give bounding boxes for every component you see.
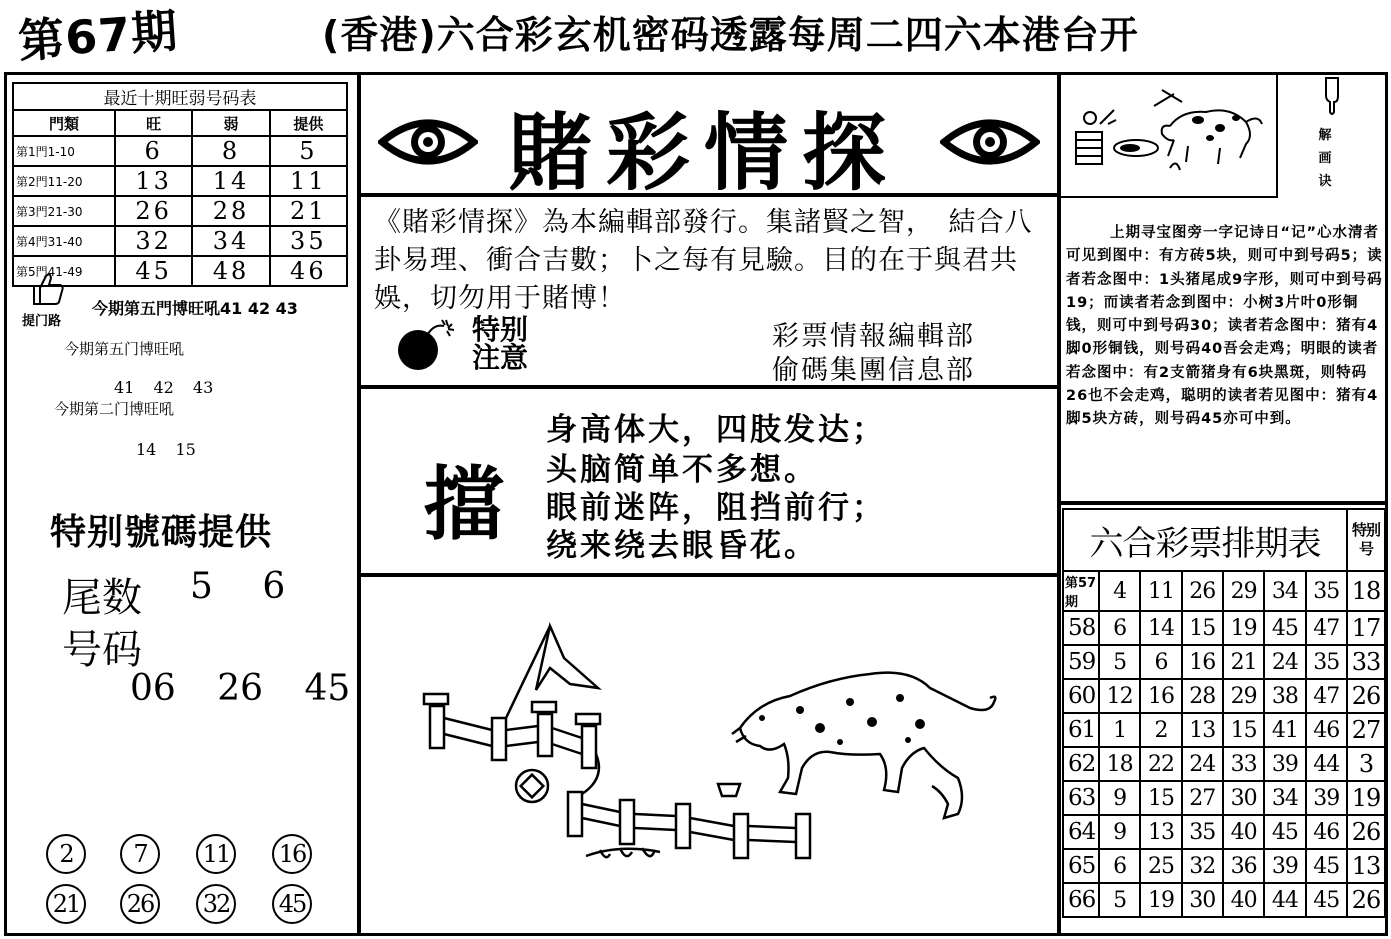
- cell-offer: 5: [270, 136, 347, 166]
- schedule-number: 41: [1264, 713, 1305, 747]
- schedule-number: 15: [1182, 611, 1223, 645]
- gate5-tip-main: 今期第五門博旺吼41 42 43: [92, 299, 298, 318]
- schedule-special-number: 3: [1347, 747, 1385, 781]
- schedule-number: 5: [1099, 645, 1140, 679]
- strong-weak-table: [12, 82, 348, 287]
- thumbs-up-icon: [26, 270, 66, 306]
- schedule-period: 61: [1063, 713, 1099, 747]
- department-name: 偷碼集團信息部: [772, 355, 975, 386]
- schedule-special-number: 13: [1347, 849, 1385, 883]
- schedule-number: 44: [1264, 883, 1305, 917]
- cell-strong: 6: [115, 136, 192, 166]
- schedule-period: 64: [1063, 815, 1099, 849]
- circled-number: 26: [120, 884, 160, 924]
- tail-number-label: 尾数: [62, 575, 142, 621]
- schedule-number: 5: [1099, 883, 1140, 917]
- schedule-number: 30: [1223, 781, 1264, 815]
- poem-line: 头脑简单不多想。: [546, 452, 818, 488]
- cell-weak: 14: [192, 166, 269, 196]
- schedule-row: [1063, 849, 1385, 883]
- schedule-special-number: 33: [1347, 645, 1385, 679]
- schedule-number: 40: [1223, 883, 1264, 917]
- poem-line: 眼前迷阵，阻挡前行；: [546, 490, 886, 526]
- schedule-number: 11: [1140, 571, 1181, 611]
- schedule-special-number: 26: [1347, 679, 1385, 713]
- schedule-special-number: 17: [1347, 611, 1385, 645]
- schedule-number: 6: [1140, 645, 1181, 679]
- gate2-tip-text: 今期第二门博旺吼: [54, 400, 175, 418]
- circled-number: 11: [196, 834, 236, 874]
- schedule-number: 13: [1140, 815, 1181, 849]
- block-character: 擋: [424, 458, 504, 551]
- schedule-number: 1: [1099, 713, 1140, 747]
- schedule-special-number: 26: [1347, 815, 1385, 849]
- column-header: 提供: [270, 110, 347, 136]
- schedule-period: 58: [1063, 611, 1099, 645]
- code-values: 06 26 45: [130, 668, 351, 709]
- schedule-number: 27: [1182, 781, 1223, 815]
- schedule-special-number: 27: [1347, 713, 1385, 747]
- schedule-title: 六合彩票排期表: [1063, 509, 1347, 571]
- schedule-number: 28: [1182, 679, 1223, 713]
- schedule-number: 16: [1140, 679, 1181, 713]
- schedule-number: 34: [1264, 571, 1305, 611]
- cell-strong: 45: [115, 256, 192, 286]
- schedule-row: [1063, 781, 1385, 815]
- notice-line: 注意: [472, 341, 529, 374]
- picture-key-label: 解画诀: [1318, 128, 1332, 189]
- schedule-period: 63: [1063, 781, 1099, 815]
- schedule-number: 45: [1264, 611, 1305, 645]
- tip-label: 提门路: [22, 314, 62, 329]
- cell-category: 第4門31-40: [13, 226, 115, 256]
- cell-category: 第3門21-30: [13, 196, 115, 226]
- cell-offer: 11: [270, 166, 347, 196]
- cell-strong: 26: [115, 196, 192, 226]
- schedule-special-number: 19: [1347, 781, 1385, 815]
- schedule-row: [1063, 611, 1385, 645]
- column-header: 旺: [115, 110, 192, 136]
- notice-label: [472, 313, 529, 374]
- schedule-period: 62: [1063, 747, 1099, 781]
- draw-schedule-table: [1062, 508, 1386, 918]
- schedule-period: 66: [1063, 883, 1099, 917]
- page-title: 賭彩情探: [508, 103, 901, 202]
- schedule-number: 15: [1223, 713, 1264, 747]
- schedule-number: 2: [1140, 713, 1181, 747]
- schedule-number: 47: [1306, 679, 1347, 713]
- schedule-row: [1063, 571, 1385, 611]
- schedule-period: 65: [1063, 849, 1099, 883]
- intro-text: 《賭彩情探》為本編輯部發行。集諸賢之智， 結合八卦易理、衝合吉數；卜之每有見驗。目的在于與君共娛，切勿用于賭博！: [374, 207, 1033, 314]
- schedule-special-number: 26: [1347, 883, 1385, 917]
- pig-riddle-picture: [1070, 84, 1266, 188]
- department-name: 彩票情報編輯部: [772, 321, 975, 352]
- cell-offer: 21: [270, 196, 347, 226]
- schedule-number: 24: [1264, 645, 1305, 679]
- schedule-number: 14: [1140, 611, 1181, 645]
- schedule-number: 33: [1223, 747, 1264, 781]
- schedule-number: 36: [1223, 849, 1264, 883]
- riddle-text: 上期寻宝图旁一字记诗日“记”心水清者可见到图中：有方砖5块，则可中到号码5；读者若念图中：1头猪尾成9字形，则可中到号码19；而读者若念到图中：小树3片叶0形铜钱，则可中到号码30；读者若念图中：猪有4脚0形铜钱，则号码40吾会走鸡；明眼的读者若念图中：有2支箭猪身有6块黑斑，则特码26也不会走鸡，聪明的读者若见图中：猪有4脚5块方砖，则号码45亦可中到。: [1066, 225, 1383, 428]
- table-row: [13, 136, 347, 166]
- cell-weak: 34: [192, 226, 269, 256]
- fence-leopard-illustration: [410, 618, 1010, 888]
- schedule-number: 45: [1264, 815, 1305, 849]
- schedule-number: 30: [1182, 883, 1223, 917]
- schedule-number: 47: [1306, 611, 1347, 645]
- cell-strong: 32: [115, 226, 192, 256]
- table-row: [13, 196, 347, 226]
- column-header: 弱: [192, 110, 269, 136]
- code-label: 号码: [62, 627, 142, 673]
- gate5-tip-numbers: 41 42 43: [114, 378, 214, 397]
- schedule-special-header: 特别号: [1347, 509, 1385, 571]
- cell-category: 第1門1-10: [13, 136, 115, 166]
- schedule-period: 第57期: [1063, 571, 1099, 611]
- schedule-number: 35: [1306, 571, 1347, 611]
- eye-icon: [940, 112, 1040, 172]
- cell-strong: 13: [115, 166, 192, 196]
- schedule-number: 26: [1182, 571, 1223, 611]
- schedule-row: [1063, 645, 1385, 679]
- pointing-hand-icon: [1320, 76, 1344, 116]
- schedule-number: 45: [1306, 883, 1347, 917]
- circled-number: 2: [46, 834, 86, 874]
- table-title: 最近十期旺弱号码表: [13, 83, 347, 110]
- cell-category: 第5門41-49: [13, 256, 115, 286]
- schedule-number: 6: [1099, 611, 1140, 645]
- schedule-number: 6: [1099, 849, 1140, 883]
- schedule-row: [1063, 883, 1385, 917]
- schedule-number: 40: [1223, 815, 1264, 849]
- schedule-number: 32: [1182, 849, 1223, 883]
- notice-line: 特别: [472, 313, 529, 346]
- cell-offer: 46: [270, 256, 347, 286]
- schedule-number: 24: [1182, 747, 1223, 781]
- schedule-number: 9: [1099, 781, 1140, 815]
- bomb-icon: [394, 316, 464, 372]
- schedule-number: 4: [1099, 571, 1140, 611]
- schedule-number: 21: [1223, 645, 1264, 679]
- issue-number: 第67期: [16, 3, 180, 69]
- circled-number: 45: [272, 884, 312, 924]
- cell-weak: 48: [192, 256, 269, 286]
- schedule-number: 38: [1264, 679, 1305, 713]
- poem-line: 绕来绕去眼昏花。: [546, 528, 818, 564]
- schedule-number: 44: [1306, 747, 1347, 781]
- schedule-period: 60: [1063, 679, 1099, 713]
- schedule-special-number: 18: [1347, 571, 1385, 611]
- circled-number: 7: [120, 834, 160, 874]
- gate2-tip-numbers: 14 15: [136, 440, 196, 459]
- schedule-number: 19: [1140, 883, 1181, 917]
- schedule-number: 19: [1223, 611, 1264, 645]
- schedule-number: 25: [1140, 849, 1181, 883]
- circled-number: 32: [196, 884, 236, 924]
- circled-number: 21: [46, 884, 86, 924]
- cell-weak: 28: [192, 196, 269, 226]
- schedule-number: 39: [1306, 781, 1347, 815]
- tail-number-values: 5 6: [190, 566, 286, 607]
- schedule-number: 29: [1223, 679, 1264, 713]
- gate5-tip-text: 今期第五门博旺吼: [64, 340, 185, 358]
- schedule-number: 45: [1306, 849, 1347, 883]
- table-row: [13, 166, 347, 196]
- schedule-number: 16: [1182, 645, 1223, 679]
- schedule-row: [1063, 679, 1385, 713]
- schedule-number: 35: [1306, 645, 1347, 679]
- schedule-number: 15: [1140, 781, 1181, 815]
- schedule-row: [1063, 713, 1385, 747]
- schedule-number: 39: [1264, 747, 1305, 781]
- schedule-number: 13: [1182, 713, 1223, 747]
- schedule-number: 46: [1306, 713, 1347, 747]
- schedule-row: [1063, 747, 1385, 781]
- cell-weak: 8: [192, 136, 269, 166]
- circled-number: 16: [272, 834, 312, 874]
- schedule-number: 35: [1182, 815, 1223, 849]
- special-number-title: 特别號碼提供: [50, 512, 273, 553]
- schedule-number: 39: [1264, 849, 1305, 883]
- headline: (香港)六合彩玄机密码透露每周二四六本港台开: [322, 13, 1139, 57]
- schedule-number: 9: [1099, 815, 1140, 849]
- schedule-number: 22: [1140, 747, 1181, 781]
- poem-line: 身高体大，四肢发达；: [546, 412, 886, 448]
- schedule-period: 59: [1063, 645, 1099, 679]
- schedule-number: 29: [1223, 571, 1264, 611]
- eye-icon: [378, 112, 478, 172]
- table-row: [13, 226, 347, 256]
- cell-offer: 35: [270, 226, 347, 256]
- schedule-number: 18: [1099, 747, 1140, 781]
- schedule-number: 34: [1264, 781, 1305, 815]
- column-header: 門類: [13, 110, 115, 136]
- schedule-number: 46: [1306, 815, 1347, 849]
- schedule-row: [1063, 815, 1385, 849]
- cell-category: 第2門11-20: [13, 166, 115, 196]
- schedule-number: 12: [1099, 679, 1140, 713]
